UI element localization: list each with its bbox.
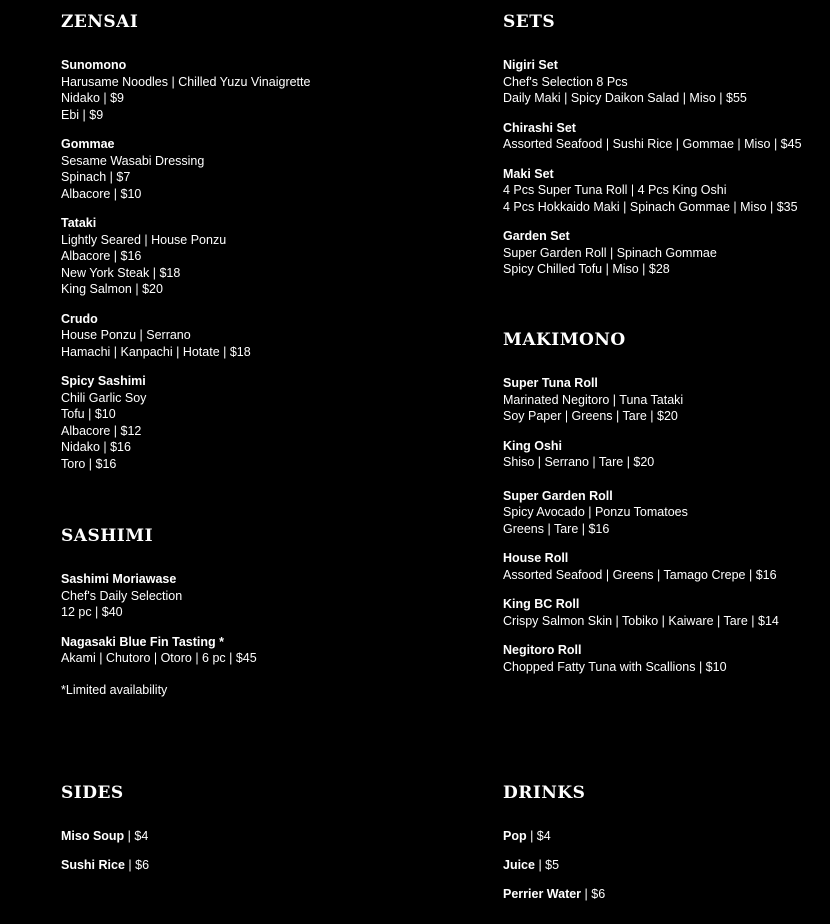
- item-name: Tataki: [61, 216, 97, 230]
- menu-item: [503, 886, 830, 903]
- menu-item: [61, 571, 441, 621]
- item-line: Nidako | $16: [61, 440, 131, 454]
- item-line: Toro | $16: [61, 456, 117, 471]
- menu-item: [503, 488, 830, 538]
- menu-item: [61, 215, 441, 298]
- item-name: Negitoro Roll: [503, 643, 582, 657]
- item-name: King BC Roll: [503, 597, 580, 611]
- item-line: Spicy Avocado | Ponzu Tomatoes: [503, 505, 688, 519]
- item-line: Sesame Wasabi Dressing: [61, 153, 205, 168]
- item-line: Akami | Chutoro | Otoro | 6 pc | $45: [61, 651, 257, 665]
- item-name: Juice: [503, 858, 535, 872]
- sashimi-section: [61, 525, 441, 698]
- item-price: | $4: [124, 829, 149, 843]
- sides-section: [61, 782, 441, 886]
- item-name: Spicy Sashimi: [61, 374, 146, 388]
- item-price: | $5: [534, 858, 560, 872]
- item-line: Albacore | $12: [61, 423, 142, 438]
- section-title: SIDES: [61, 783, 124, 803]
- item-line: Nidako | $9: [61, 91, 125, 105]
- section-title: SASHIMI: [61, 526, 154, 546]
- makimono-section: [503, 329, 830, 688]
- menu-item: [503, 166, 830, 216]
- menu-item: [503, 857, 830, 874]
- menu-item: [503, 438, 830, 471]
- zensai-section: [61, 11, 441, 485]
- item-name: Super Tuna Roll: [503, 376, 598, 390]
- item-line: Assorted Seafood | Greens | Tamago Crepe | $16: [503, 567, 777, 582]
- item-line: Greens | Tare | $16: [503, 521, 610, 536]
- item-line: Spicy Chilled Tofu | Miso | $28: [503, 262, 670, 276]
- item-line: Daily Maki | Spicy Daikon Salad | Miso | $55: [503, 91, 747, 105]
- menu-item: [61, 828, 441, 845]
- item-name: King Oshi: [503, 438, 563, 453]
- section-title: MAKIMONO: [503, 330, 626, 350]
- menu-item: [503, 120, 830, 153]
- item-line: Hamachi | Kanpachi | Hotate | $18: [61, 344, 251, 359]
- item-line: 12 pc | $40: [61, 605, 123, 619]
- item-line: Tofu | $10: [61, 407, 116, 421]
- item-name: Nigiri Set: [503, 58, 558, 72]
- menu-item: [61, 857, 441, 874]
- item-line: Assorted Seafood | Sushi Rice | Gommae | Miso | $45: [503, 137, 802, 151]
- menu-item: [503, 57, 830, 107]
- item-line: Spinach | $7: [61, 170, 131, 184]
- item-name: Sunomono: [61, 58, 127, 72]
- menu-item: [503, 642, 830, 675]
- item-line: Chopped Fatty Tuna with Scallions | $10: [503, 659, 727, 674]
- item-line: Albacore | $10: [61, 186, 142, 201]
- drinks-section: [503, 782, 830, 915]
- item-price: | $6: [124, 858, 150, 872]
- item-name: Super Garden Roll: [503, 488, 613, 503]
- item-line: Lightly Seared | House Ponzu: [61, 232, 227, 247]
- section-title: DRINKS: [503, 783, 586, 803]
- menu-item: [61, 311, 441, 361]
- item-name: Chirashi Set: [503, 120, 576, 135]
- item-price: | $4: [526, 829, 551, 843]
- item-line: Chef's Daily Selection: [61, 588, 183, 603]
- item-line: King Salmon | $20: [61, 282, 163, 296]
- item-line: Ebi | $9: [61, 107, 104, 122]
- menu-item: [61, 136, 441, 202]
- item-line: 4 Pcs Hokkaido Maki | Spinach Gommae | Miso | $35: [503, 199, 798, 214]
- item-line: Soy Paper | Greens | Tare | $20: [503, 409, 678, 423]
- menu-item: [503, 596, 830, 629]
- item-name: Pop: [503, 829, 527, 843]
- availability-note: *Limited availability: [61, 682, 168, 697]
- item-name: Sashimi Moriawase: [61, 572, 177, 586]
- item-price: | $6: [581, 887, 606, 901]
- item-name: Maki Set: [503, 166, 554, 181]
- item-name: Nagasaki Blue Fin Tasting *: [61, 634, 225, 649]
- item-name: House Roll: [503, 551, 569, 565]
- item-line: Crispy Salmon Skin | Tobiko | Kaiware | Tare | $14: [503, 613, 779, 628]
- item-line: House Ponzu | Serrano: [61, 328, 191, 342]
- menu-item: [61, 57, 441, 123]
- item-name: Miso Soup: [61, 829, 125, 843]
- section-title: SETS: [503, 12, 556, 32]
- menu-item: [503, 828, 830, 845]
- item-name: Garden Set: [503, 229, 570, 243]
- menu-item: [503, 228, 830, 278]
- item-name: Gommae: [61, 137, 115, 151]
- menu-item: [61, 634, 441, 667]
- menu-item: [503, 375, 830, 425]
- item-line: Super Garden Roll | Spinach Gommae: [503, 245, 717, 260]
- item-line: 4 Pcs Super Tuna Roll | 4 Pcs King Oshi: [503, 183, 727, 197]
- sets-section: [503, 11, 830, 291]
- section-title: ZENSAI: [61, 12, 139, 32]
- item-name: Sushi Rice: [61, 858, 125, 872]
- item-line: New York Steak | $18: [61, 265, 181, 280]
- item-name: Perrier Water: [503, 887, 582, 901]
- item-line: Chef's Selection 8 Pcs: [503, 74, 628, 89]
- item-line: Marinated Negitoro | Tuna Tataki: [503, 392, 684, 407]
- item-line: Albacore | $16: [61, 249, 142, 263]
- item-line: Shiso | Serrano | Tare | $20: [503, 455, 655, 469]
- menu-item: [503, 550, 830, 583]
- item-line: Chili Garlic Soy: [61, 390, 147, 405]
- item-name: Crudo: [61, 311, 98, 326]
- menu-item: [61, 373, 441, 472]
- item-line: Harusame Noodles | Chilled Yuzu Vinaigrette: [61, 74, 311, 89]
